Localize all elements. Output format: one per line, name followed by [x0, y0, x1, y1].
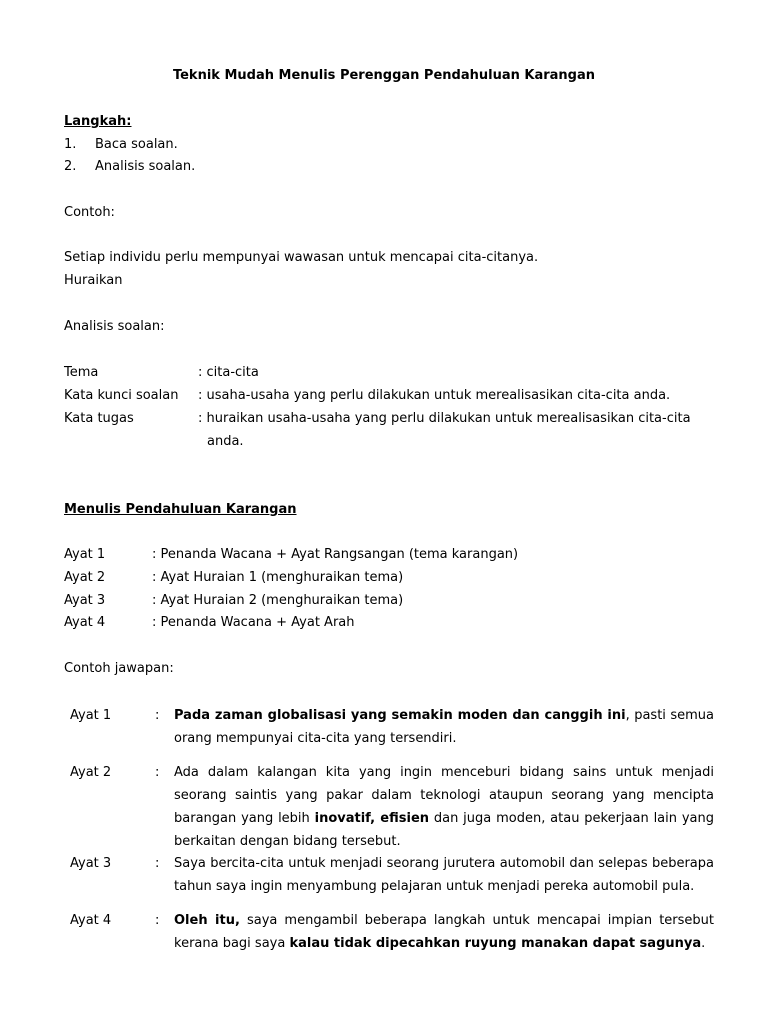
- answer-text-part: , pasti semua orang mempunyai cita-cita yang tersendiri.: [174, 708, 714, 746]
- analysis-value: : usaha-usaha yang perlu dilakukan untuk merealisasikan cita-cita anda.: [198, 388, 671, 403]
- answer-label: Ayat 3: [70, 856, 112, 871]
- contoh-label: Contoh:: [64, 205, 115, 220]
- answer-text: [174, 704, 714, 750]
- answer-label: Ayat 2: [70, 765, 112, 780]
- list-number: 2.: [64, 159, 77, 174]
- bold-phrase: Pada zaman globalisasi yang semakin moden dan canggih ini: [174, 708, 626, 723]
- structure-value: : Ayat Huraian 2 (menghuraikan tema): [152, 593, 404, 608]
- page-title: Teknik Mudah Menulis Perenggan Pendahuluan Karangan: [172, 68, 596, 83]
- answer-label: Ayat 4: [70, 913, 112, 928]
- structure-key: Ayat 4: [64, 615, 106, 630]
- answer-text: Saya bercita-cita untuk menjadi seorang jurutera automobil dan selepas beberapa tahun saya ingin menyambung pelajaran untuk menjadi pereka automobil pula.: [174, 856, 714, 894]
- list-number: 1.: [64, 137, 77, 152]
- bold-phrase: kalau tidak dipecahkan ruyung manakan dapat sagunya: [289, 936, 702, 951]
- structure-key: Ayat 1: [64, 547, 106, 562]
- analysis-value-continued: anda.: [207, 434, 244, 449]
- bold-phrase: Oleh itu,: [174, 913, 240, 928]
- analysis-key: Tema: [64, 365, 99, 380]
- answer-label: Ayat 1: [70, 708, 112, 723]
- list-text: Baca soalan.: [95, 137, 178, 152]
- list-text: Analisis soalan.: [95, 159, 196, 174]
- analysis-value: : huraikan usaha-usaha yang perlu dilakukan untuk merealisasikan cita-cita: [198, 411, 691, 426]
- analysis-key: Kata tugas: [64, 411, 134, 426]
- answer-text-part: saya mengambil beberapa langkah untuk mencapai impian tersebut kerana bagi saya: [174, 913, 715, 951]
- structure-key: Ayat 2: [64, 570, 106, 585]
- answer-text-part: .: [701, 936, 706, 951]
- contoh-jawapan-label: Contoh jawapan:: [64, 661, 174, 676]
- structure-key: Ayat 3: [64, 593, 106, 608]
- structure-value: : Penanda Wacana + Ayat Rangsangan (tema karangan): [152, 547, 519, 562]
- analisis-label: Analisis soalan:: [64, 319, 165, 334]
- answer-text-part: Ada dalam kalangan kita yang ingin menceburi bidang sains untuk menjadi seorang saintis yang pakar dalam teknologi ataupun seorang yang mencipta barangan yang lebih: [174, 765, 714, 826]
- answer-text: [174, 761, 714, 853]
- structure-value: : Ayat Huraian 1 (menghuraikan tema): [152, 570, 404, 585]
- answer-text: [174, 909, 714, 955]
- langkah-heading: Langkah:: [64, 114, 132, 129]
- question-task: Huraikan: [64, 273, 123, 288]
- answer-colon: :: [155, 765, 160, 780]
- answer-colon: :: [155, 708, 160, 723]
- bold-phrase: inovatif, efisien: [314, 811, 430, 826]
- analysis-value: : cita-cita: [198, 365, 259, 380]
- structure-value: : Penanda Wacana + Ayat Arah: [152, 615, 355, 630]
- menulis-heading: Menulis Pendahuluan Karangan: [64, 502, 297, 517]
- answer-text-part: dan juga moden, atau pekerjaan lain yang berkaitan dengan bidang tersebut.: [174, 811, 714, 849]
- answer-colon: :: [155, 856, 160, 871]
- analysis-key: Kata kunci soalan: [64, 388, 179, 403]
- question-text: Setiap individu perlu mempunyai wawasan untuk mencapai cita-citanya.: [64, 250, 539, 265]
- answer-colon: :: [155, 913, 160, 928]
